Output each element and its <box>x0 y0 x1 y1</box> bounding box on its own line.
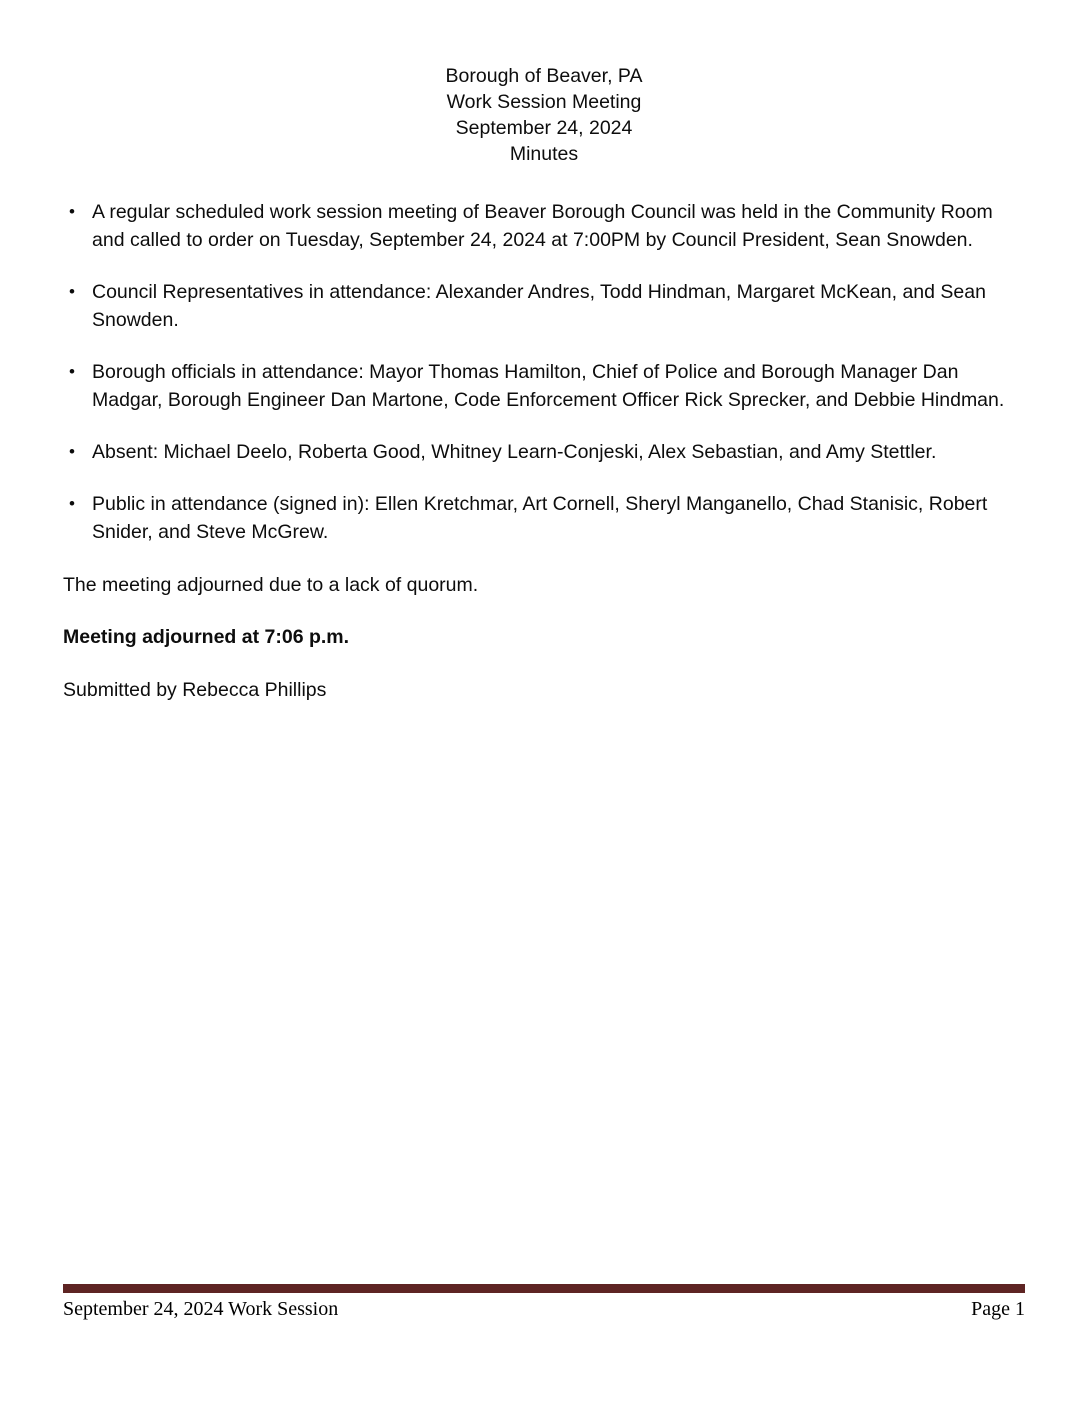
bullet-text-council-representatives: Council Representatives in attendance: Alexander Andres, Todd Hindman, Margaret McKean, and Sean Snowden. <box>92 281 986 331</box>
doc-title-line-3: September 24, 2024 <box>455 117 633 139</box>
page-footer <box>63 1284 1025 1321</box>
bullet-item-call-to-order <box>63 198 1025 254</box>
doc-title-line-2: Work Session Meeting <box>446 91 642 113</box>
bullet-item-absent <box>63 438 1025 466</box>
footer-page-number: Page 1 <box>971 1298 1025 1320</box>
bullet-marker: • <box>69 442 75 461</box>
paragraph-adjourn-time: Meeting adjourned at 7:06 p.m. <box>63 626 350 648</box>
footer-rule <box>63 1284 1025 1293</box>
bullet-marker: • <box>69 362 75 381</box>
bullet-marker: • <box>69 202 75 221</box>
footer-left-text: September 24, 2024 Work Session <box>63 1298 339 1320</box>
paragraph-adjourn-reason: The meeting adjourned due to a lack of quorum. <box>63 574 479 596</box>
bullet-list <box>63 198 1025 546</box>
footer-text-row <box>63 1297 1025 1321</box>
bullet-text-public-attendance: Public in attendance (signed in): Ellen Kretchmar, Art Cornell, Sheryl Manganello, Chad Stanisic, Robert Snider, and Steve McGrew. <box>92 493 988 543</box>
bullet-marker: • <box>69 494 75 513</box>
bullet-item-council-representatives <box>63 278 1025 334</box>
bullet-text-call-to-order: A regular scheduled work session meeting of Beaver Borough Council was held in the Community Room and called to order on Tuesday, September 24, 2024 at 7:00PM by Council President, Sean Snowden. <box>92 201 993 251</box>
bullet-marker: • <box>69 282 75 301</box>
bullet-text-borough-officials: Borough officials in attendance: Mayor Thomas Hamilton, Chief of Police and Borough Manager Dan Madgar, Borough Engineer Dan Martone, Code Enforcement Officer Rick Sprecker, and Debbie Hindman. <box>92 361 1005 411</box>
bullet-item-borough-officials <box>63 358 1025 414</box>
paragraph-submitted-by: Submitted by Rebecca Phillips <box>63 679 327 701</box>
doc-title-line-1: Borough of Beaver, PA <box>445 65 643 87</box>
doc-title-line-4: Minutes <box>509 143 579 165</box>
bullet-text-absent: Absent: Michael Deelo, Roberta Good, Whitney Learn-Conjeski, Alex Sebastian, and Amy Stettler. <box>92 441 937 463</box>
document-header <box>63 63 1025 167</box>
bullet-item-public-attendance <box>63 490 1025 546</box>
